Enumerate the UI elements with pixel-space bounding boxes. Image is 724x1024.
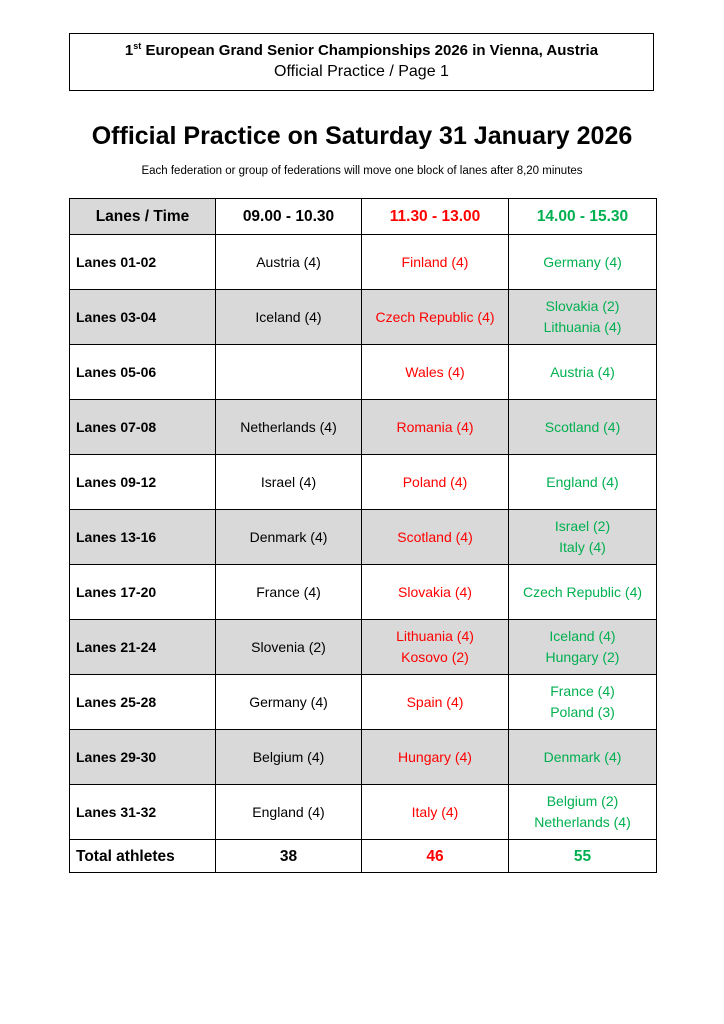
federation-entry: Iceland (4) xyxy=(255,308,322,325)
federation-entry: Slovakia (2) xyxy=(545,298,620,314)
slot-1-cell xyxy=(216,455,362,510)
rotation-note: Each federation or group of federations will move one block of lanes after 8,20 minutes xyxy=(141,165,583,177)
slot-2-cell xyxy=(362,455,509,510)
slot-3-cell xyxy=(509,345,657,400)
federation-entry: Denmark (4) xyxy=(543,748,622,765)
federation-entry: Hungary (2) xyxy=(545,649,620,665)
lanes-cell: Lanes 29-30 xyxy=(70,730,216,785)
slot-2-cell xyxy=(362,620,509,675)
slot-2-cell xyxy=(362,235,509,290)
slot-3-cell xyxy=(509,620,657,675)
federation-entry: England (4) xyxy=(252,803,325,820)
table-row xyxy=(70,455,657,510)
total-slot-3: 55 xyxy=(509,840,657,873)
federation-entry: Denmark (4) xyxy=(249,528,328,545)
lanes-cell: Lanes 05-06 xyxy=(70,345,216,400)
table-row xyxy=(70,400,657,455)
slot-3-cell xyxy=(509,510,657,565)
slot-2-cell xyxy=(362,400,509,455)
federation-entry: Slovakia (4) xyxy=(398,583,472,600)
header-slot-3: 14.00 - 15.30 xyxy=(509,199,657,235)
federation-entry: Netherlands (4) xyxy=(240,418,337,435)
federation-entry: Wales (4) xyxy=(405,363,465,380)
practice-schedule-table xyxy=(69,198,657,873)
federation-entry: Belgium (4) xyxy=(252,748,325,765)
slot-1-cell xyxy=(216,510,362,565)
header-lanes-time: Lanes / Time xyxy=(70,199,216,235)
slot-1-cell xyxy=(216,235,362,290)
table-row xyxy=(70,345,657,400)
slot-1-cell xyxy=(216,675,362,730)
federation-entry: Lithuania (4) xyxy=(543,319,622,335)
table-row xyxy=(70,730,657,785)
schedule-body xyxy=(70,235,657,840)
table-row xyxy=(70,620,657,675)
slot-2-cell xyxy=(362,565,509,620)
federation-entry: Slovenia (2) xyxy=(251,638,326,655)
federation-entry: France (4) xyxy=(550,683,615,699)
header-box xyxy=(69,33,654,91)
slot-1-cell xyxy=(216,565,362,620)
federation-entry: Italy (4) xyxy=(559,539,606,555)
lanes-cell: Lanes 31-32 xyxy=(70,785,216,840)
slot-2-cell xyxy=(362,290,509,345)
federation-entry: Scotland (4) xyxy=(397,528,473,545)
lanes-cell: Lanes 25-28 xyxy=(70,675,216,730)
federation-entry: Austria (4) xyxy=(256,253,321,270)
page-title: Official Practice on Saturday 31 January 2026 xyxy=(91,122,633,150)
lanes-cell: Lanes 13-16 xyxy=(70,510,216,565)
table-row xyxy=(70,565,657,620)
federation-entry: Scotland (4) xyxy=(544,418,621,435)
lanes-cell: Lanes 07-08 xyxy=(70,400,216,455)
slot-2-cell xyxy=(362,510,509,565)
federation-entry: England (4) xyxy=(546,473,619,490)
total-slot-2: 46 xyxy=(362,840,509,873)
table-row xyxy=(70,510,657,565)
federation-entry: Poland (4) xyxy=(402,473,468,490)
slot-3-cell xyxy=(509,235,657,290)
table-row xyxy=(70,235,657,290)
total-slot-1: 38 xyxy=(216,840,362,873)
lanes-cell: Lanes 09-12 xyxy=(70,455,216,510)
slot-2-cell xyxy=(362,785,509,840)
totals-row xyxy=(70,840,657,873)
slot-3-cell xyxy=(509,455,657,510)
lanes-cell: Lanes 03-04 xyxy=(70,290,216,345)
federation-entry: Kosovo (2) xyxy=(401,649,469,665)
slot-3-cell xyxy=(509,675,657,730)
slot-2-cell xyxy=(362,730,509,785)
federation-entry: Poland (3) xyxy=(550,704,615,720)
federation-entry: Germany (4) xyxy=(249,693,328,710)
slot-3-cell xyxy=(509,400,657,455)
totals-label: Total athletes xyxy=(70,840,216,873)
federation-entry: Israel (4) xyxy=(260,473,317,490)
slot-1-cell xyxy=(216,785,362,840)
slot-3-cell xyxy=(509,730,657,785)
page-subtitle: Official Practice / Page 1 xyxy=(274,63,449,80)
federation-entry: Hungary (4) xyxy=(398,748,472,765)
slot-1-cell xyxy=(216,400,362,455)
slot-3-cell xyxy=(509,565,657,620)
slot-3-cell xyxy=(509,290,657,345)
federation-entry: Finland (4) xyxy=(401,253,469,270)
federation-entry: Germany (4) xyxy=(543,253,622,270)
federation-entry: Israel (2) xyxy=(554,518,611,534)
federation-entry: Iceland (4) xyxy=(549,628,616,644)
slot-2-cell xyxy=(362,345,509,400)
table-row xyxy=(70,675,657,730)
federation-entry: Lithuania (4) xyxy=(396,628,474,644)
federation-entry: Netherlands (4) xyxy=(534,814,631,830)
slot-1-cell xyxy=(216,730,362,785)
federation-entry: Czech Republic (4) xyxy=(375,308,495,325)
federation-entry: Romania (4) xyxy=(396,418,474,435)
federation-entry: France (4) xyxy=(256,583,321,600)
slot-1-cell xyxy=(216,290,362,345)
slot-1-cell xyxy=(216,345,362,400)
federation-entry: Belgium (2) xyxy=(546,793,619,809)
slot-1-cell xyxy=(216,620,362,675)
table-row xyxy=(70,785,657,840)
lanes-cell: Lanes 01-02 xyxy=(70,235,216,290)
federation-entry: Spain (4) xyxy=(406,693,464,710)
federation-entry: Italy (4) xyxy=(411,803,459,820)
federation-entry: Austria (4) xyxy=(550,363,615,380)
slot-3-cell xyxy=(509,785,657,840)
header-slot-2: 11.30 - 13.00 xyxy=(362,199,509,235)
lanes-cell: Lanes 21-24 xyxy=(70,620,216,675)
table-row xyxy=(70,290,657,345)
header-slot-1: 09.00 - 10.30 xyxy=(216,199,362,235)
federation-entry: Czech Republic (4) xyxy=(522,583,643,600)
lanes-cell: Lanes 17-20 xyxy=(70,565,216,620)
slot-2-cell xyxy=(362,675,509,730)
championship-title: 1st European Grand Senior Championships 2026 in Vienna, Austria xyxy=(124,41,599,59)
table-header-row xyxy=(70,199,657,235)
